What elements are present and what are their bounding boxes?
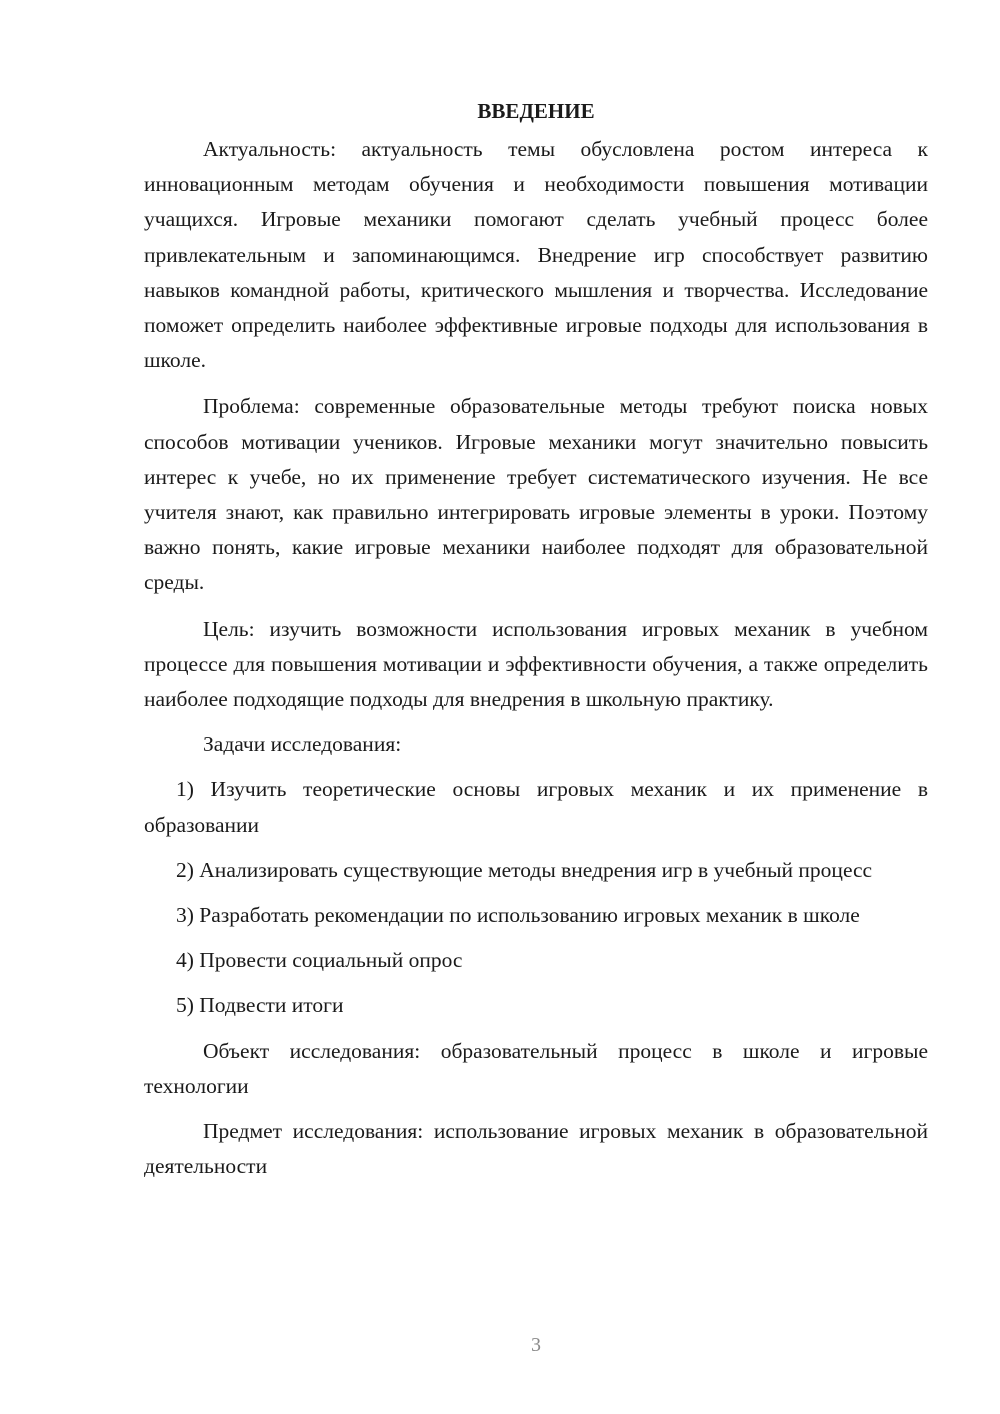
paragraph-relevance: Актуальность: актуальность темы обусловлена ростом интереса к инновационным методам обучения и необходимости повышения мотивации учащихся. Игровые механики помогают сделать учебный процесс более привлекательным и запоминающимся. Внедрение игр способствует развитию навыков командной работы, критического мышления и творчества. Исследование поможет определить наиболее эффективные игровые подходы для использования в школе. [144,137,928,373]
list-item: 2) Анализировать существующие методы внедрения игр в учебный процесс [176,857,873,882]
list-item: 1) Изучить теоретические основы игровых механик и их применение в образовании [144,777,928,837]
list-item: 5) Подвести итоги [176,993,344,1018]
list-item: 4) Провести социальный опрос [176,948,463,973]
paragraph-subject: Предмет исследования: использование игровых механик в образовательной деятельности [144,1119,928,1179]
tasks-list [144,772,928,1023]
list-item: 3) Разработать рекомендации по использованию игровых механик в школе [176,903,860,928]
page-number: 3 [531,1334,541,1356]
page-title: ВВЕДЕНИЕ [477,99,595,123]
paragraph-problem: Проблема: современные образовательные методы требуют поиска новых способов мотивации учеников. Игровые механики могут значительно повысить интерес к учебе, но их применение требует систематического изучения. Не все учителя знают, как правильно интегрировать игровые элементы в уроки. Поэтому важно понять, какие игровые механики наиболее подходят для образовательной среды. [144,394,928,595]
paragraph-goal: Цель: изучить возможности использования игровых механик в учебном процессе для повышения мотивации и эффективности обучения, а также определить наиболее подходящие подходы для внедрения в школьную практику. [144,616,928,712]
document-page [144,95,928,1184]
tasks-heading: Задачи исследования: [203,732,402,757]
paragraph-object: Объект исследования: образовательный процесс в школе и игровые технологии [144,1038,928,1098]
